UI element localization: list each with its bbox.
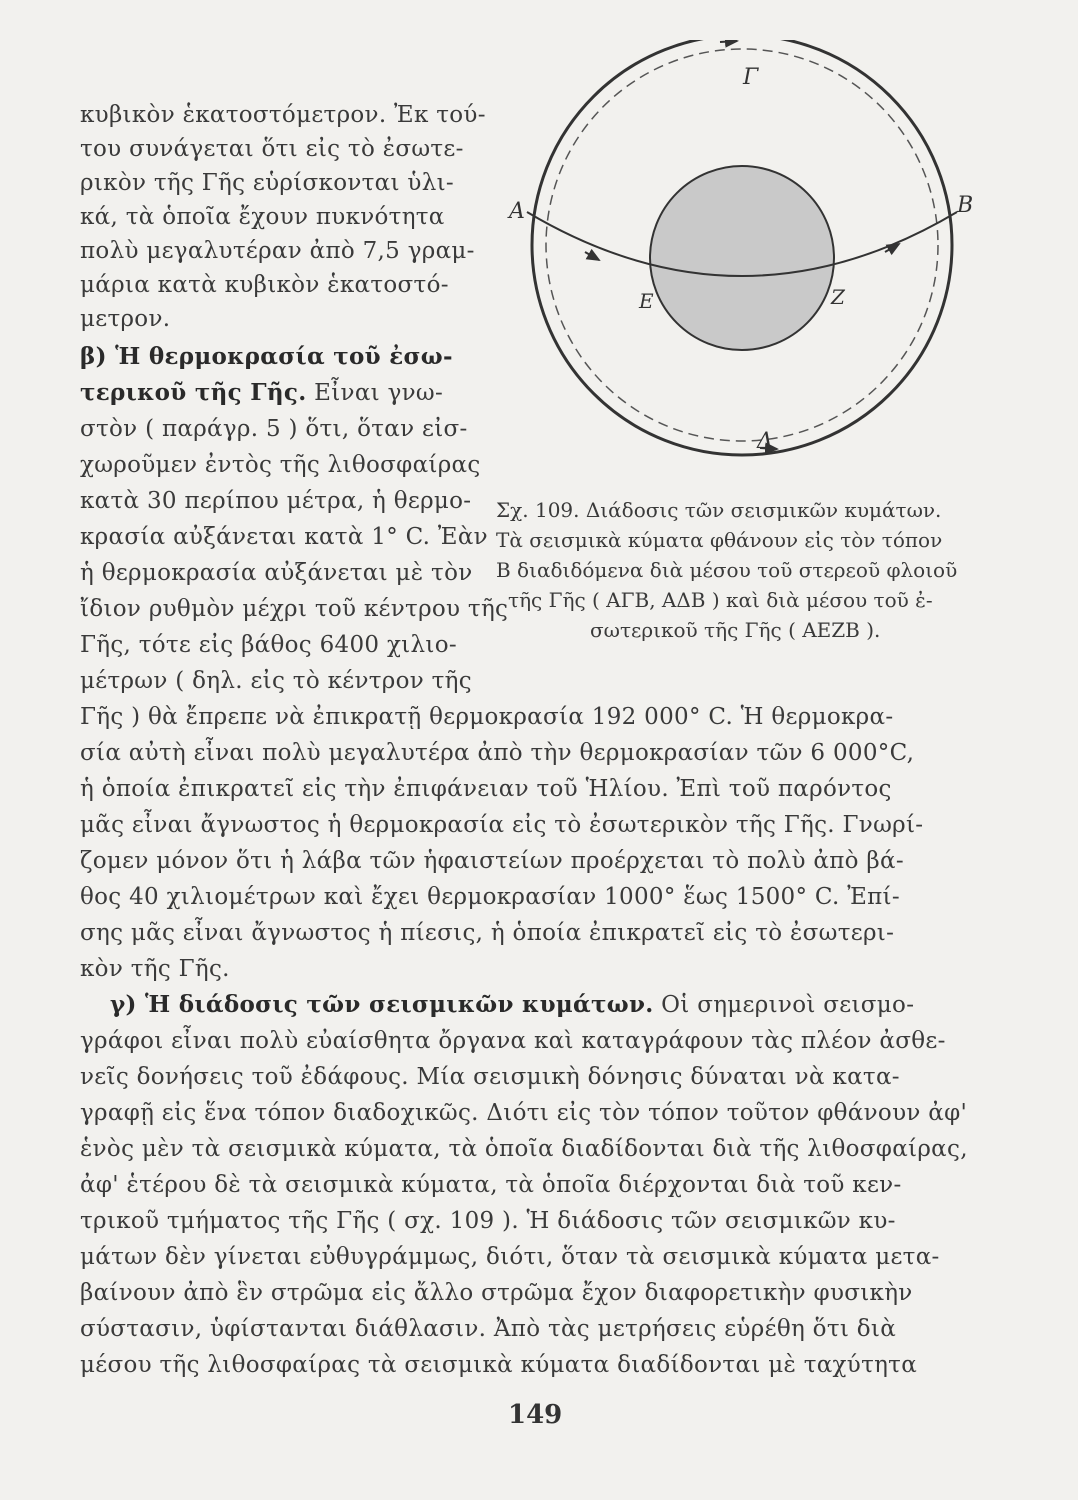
text-line: ζομεν μόνον ὅτι ἡ λάβα τῶν ἡφαιστείων προέρχεται τὸ πολὺ ἀπὸ βά- bbox=[80, 848, 904, 874]
text-line: βαίνουν ἀπὸ ἓν στρῶμα εἰς ἄλλο στρῶμα ἔχον διαφορετικὴν φυσικὴν bbox=[80, 1280, 913, 1306]
caption-line: Τὰ σεισμικὰ κύματα φθάνουν εἰς τὸν τόπον bbox=[496, 528, 943, 552]
label-a: A bbox=[509, 199, 525, 224]
text-line: τρικοῦ τμήματος τῆς Γῆς ( σχ. 109 ). Ἡ διάδοσις τῶν σεισμικῶν κυ- bbox=[80, 1208, 896, 1234]
text-line: Γῆς, τότε εἰς βάθος 6400 χιλιο- bbox=[80, 632, 457, 658]
text-line: κά, τὰ ὁποῖα ἔχουν πυκνότητα bbox=[80, 204, 445, 230]
section-heading: τερικοῦ τῆς Γῆς. bbox=[80, 379, 307, 406]
caption-line: B διαδιδόμενα διὰ μέσου τοῦ στερεοῦ φλοιοῦ bbox=[496, 558, 958, 582]
label-e: E bbox=[639, 289, 654, 313]
core-circle bbox=[650, 166, 834, 350]
text-line: μετρον. bbox=[80, 306, 171, 332]
text-span: Εἶναι γνω- bbox=[314, 380, 444, 406]
text-line: γράφοι εἶναι πολὺ εὐαίσθητα ὄργανα καὶ καταγράφουν τὰς πλέον ἀσθε- bbox=[80, 1028, 946, 1054]
text-line: στὸν ( παράγρ. 5 ) ὅτι, ὅταν εἰσ- bbox=[80, 416, 468, 442]
text-line: ρικὸν τῆς Γῆς εὑρίσκονται ὑλι- bbox=[80, 170, 454, 196]
caption-line: τῆς Γῆς ( ΑΓΒ, ΑΔΒ ) καὶ διὰ μέσου τοῦ ἐ- bbox=[508, 588, 933, 612]
label-b: B bbox=[957, 193, 974, 218]
text-line: κατὰ 30 περίπου μέτρα, ἡ θερμο- bbox=[80, 488, 472, 514]
text-line: σης μᾶς εἶναι ἄγνωστος ἡ πίεσις, ἡ ὁποία ἐπικρατεῖ εἰς τὸ ἐσωτερι- bbox=[80, 920, 895, 946]
text-line: μᾶς εἶναι ἄγνωστος ἡ θερμοκρασία εἰς τὸ ἐσωτερικὸν τῆς Γῆς. Γνωρί- bbox=[80, 812, 924, 838]
text-line: σύστασιν, ὑφίστανται διάθλασιν. Ἀπὸ τὰς μετρήσεις εὑρέθη ὅτι διὰ bbox=[80, 1316, 897, 1342]
arrow-icon bbox=[585, 252, 599, 260]
text-line: ἀφ' ἑτέρου δὲ τὰ σεισμικὰ κύματα, τὰ ὁποῖα διέρχονται διὰ τοῦ κεν- bbox=[80, 1172, 902, 1198]
text-line: γραφῇ εἰς ἕνα τόπον διαδοχικῶς. Διότι εἰς τὸν τόπον τοῦτον φθάνουν ἀφ' bbox=[80, 1100, 968, 1126]
caption-line: σωτερικοῦ τῆς Γῆς ( ΑΕΖΒ ). bbox=[590, 618, 881, 642]
text-line: κὸν τῆς Γῆς. bbox=[80, 956, 230, 982]
diagram-svg bbox=[505, 40, 975, 480]
text-line: σία αὐτὴ εἶναι πολὺ μεγαλυτέρα ἀπὸ τὴν θερμοκρασίαν τῶν 6 000°C, bbox=[80, 740, 915, 766]
text-line: ἑνὸς μὲν τὰ σεισμικὰ κύματα, τὰ ὁποῖα διαδίδονται διὰ τῆς λιθοσφαίρας, bbox=[80, 1136, 968, 1162]
label-d: Δ bbox=[757, 429, 773, 454]
text-line: νεῖς δονήσεις τοῦ ἐδάφους. Μία σεισμικὴ δόνησις δύναται νὰ κατα- bbox=[80, 1064, 900, 1090]
text-line: μάτων δὲν γίνεται εὐθυγράμμως, διότι, ὅταν τὰ σεισμικὰ κύματα μετα- bbox=[80, 1244, 940, 1270]
text-line: ἡ θερμοκρασία αὐξάνεται μὲ τὸν bbox=[80, 560, 473, 586]
text-line: κρασία αὐξάνεται κατὰ 1° C. Ἐὰν bbox=[80, 524, 488, 550]
text-line: ἴδιον ρυθμὸν μέχρι τοῦ κέντρου τῆς bbox=[80, 596, 509, 622]
text-line: του συνάγεται ὅτι εἰς τὸ ἐσωτε- bbox=[80, 136, 464, 162]
page-number: 149 bbox=[508, 1400, 563, 1430]
arrow-icon bbox=[720, 41, 737, 42]
text-line: χωροῦμεν ἐντὸς τῆς λιθοσφαίρας bbox=[80, 452, 481, 478]
text-line: πολὺ μεγαλυτέραν ἀπὸ 7,5 γραμ- bbox=[80, 238, 475, 264]
section-heading: γ) Ἡ διάδοσις τῶν σεισμικῶν κυμάτων. bbox=[110, 991, 654, 1018]
text-line: μέσου τῆς λιθοσφαίρας τὰ σεισμικὰ κύματα διαδίδονται μὲ ταχύτητα bbox=[80, 1352, 918, 1378]
seismic-waves-diagram bbox=[505, 40, 975, 480]
text-line: μέτρων ( δηλ. εἰς τὸ κέντρον τῆς bbox=[80, 668, 472, 694]
text-line bbox=[110, 990, 914, 1020]
text-line: μάρια κατὰ κυβικὸν ἑκατοστό- bbox=[80, 272, 449, 298]
text-line: θος 40 χιλιομέτρων καὶ ἔχει θερμοκρασίαν 1000° ἕως 1500° C. Ἐπί- bbox=[80, 884, 900, 910]
text-line: κυβικὸν ἑκατοστόμετρον. Ἐκ τού- bbox=[80, 102, 486, 128]
section-heading: β) Ἡ θερμοκρασία τοῦ ἐσω- bbox=[80, 343, 453, 370]
caption-line: Σχ. 109. Διάδοσις τῶν σεισμικῶν κυμάτων. bbox=[496, 498, 942, 522]
text-line: ἡ ὁποία ἐπικρατεῖ εἰς τὴν ἐπιφάνειαν τοῦ Ἡλίου. Ἐπὶ τοῦ παρόντος bbox=[80, 776, 892, 802]
text-line bbox=[80, 378, 443, 408]
text-span: Οἱ σημερινοὶ σεισμο- bbox=[661, 992, 915, 1018]
text-line: Γῆς ) θὰ ἔπρεπε νὰ ἐπικρατῇ θερμοκρασία 192 000° C. Ἡ θερμοκρα- bbox=[80, 704, 894, 730]
label-z: Z bbox=[831, 285, 845, 309]
label-g: Γ bbox=[743, 65, 759, 90]
